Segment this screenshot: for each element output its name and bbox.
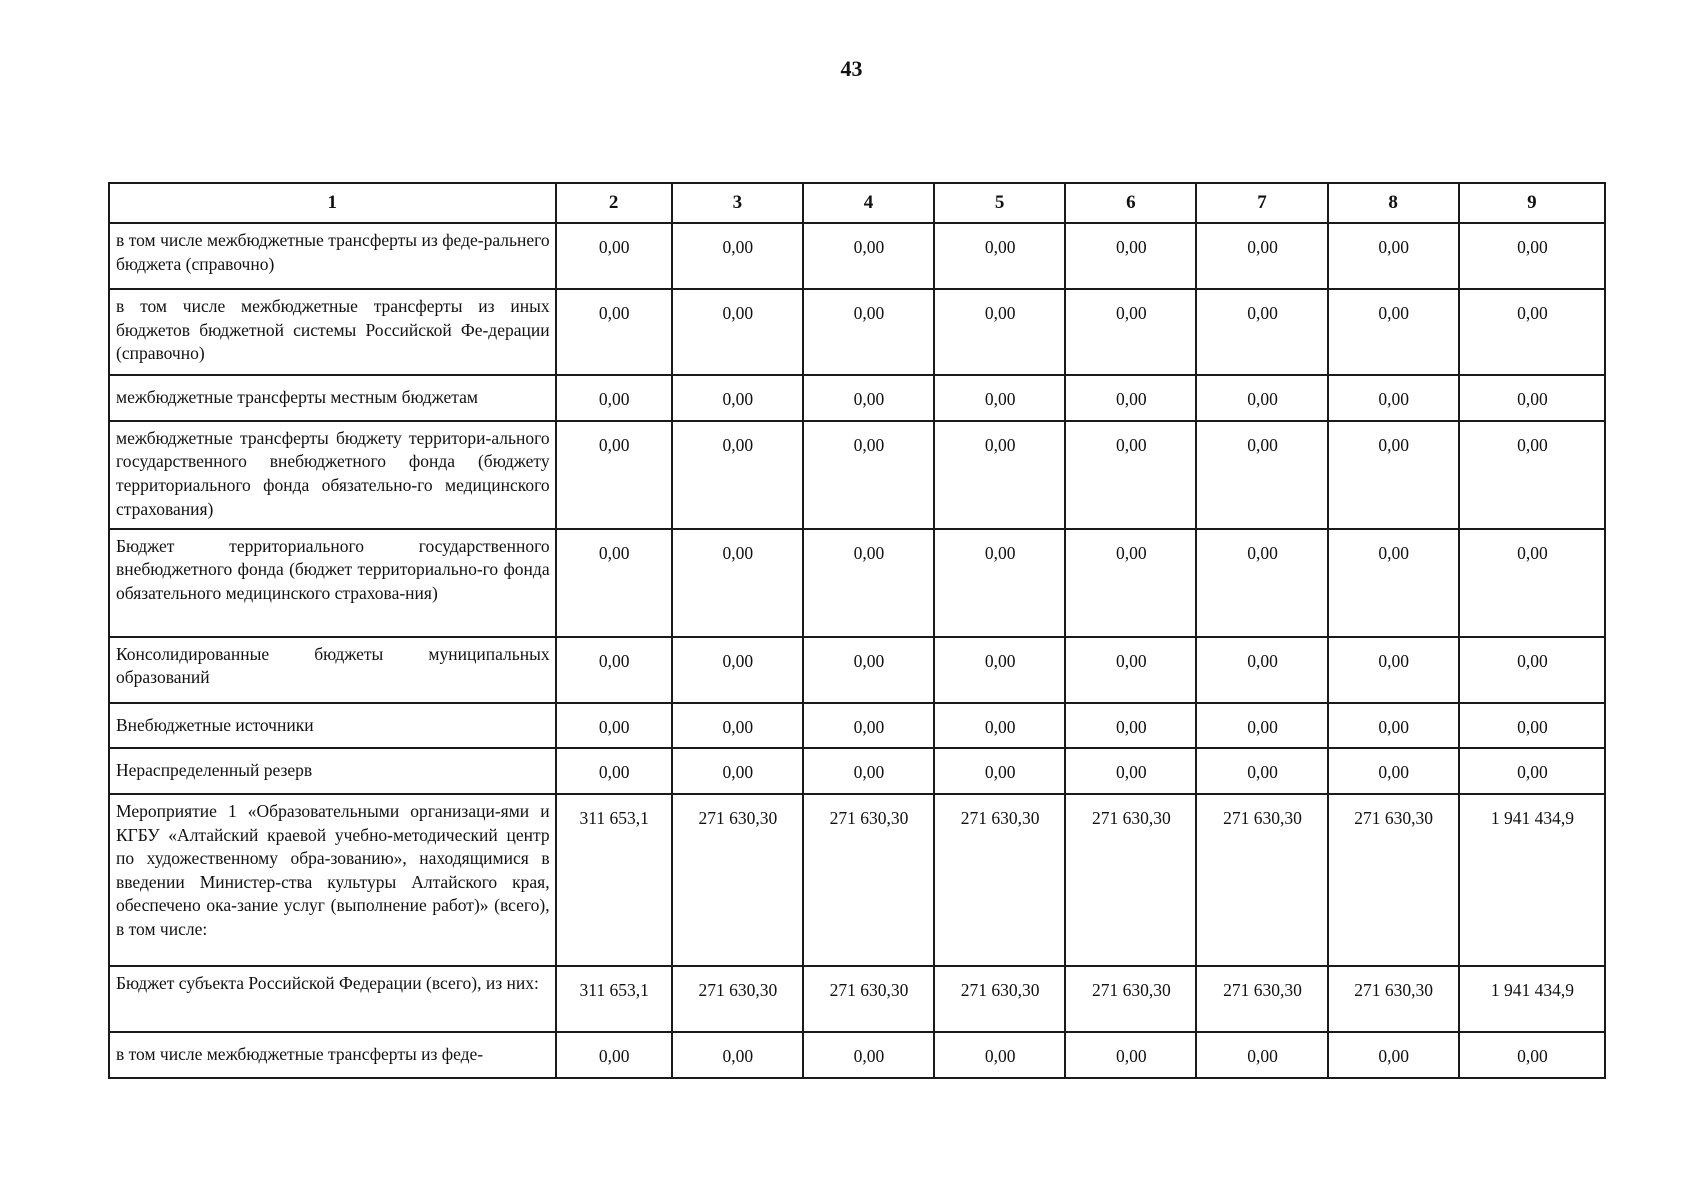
value-cell: 271 630,30	[1065, 966, 1196, 1032]
value-cell: 0,00	[1196, 375, 1327, 421]
row-label: межбюджетные трансферты местным бюджетам	[109, 375, 556, 421]
value-cell: 311 653,1	[556, 966, 672, 1032]
value-cell: 0,00	[934, 1032, 1065, 1078]
column-header: 5	[934, 183, 1065, 223]
column-header: 3	[672, 183, 803, 223]
value-cell: 0,00	[556, 703, 672, 749]
value-cell: 0,00	[1196, 748, 1327, 794]
value-cell: 271 630,30	[1328, 966, 1459, 1032]
value-cell: 0,00	[1328, 529, 1459, 637]
value-cell: 0,00	[672, 1032, 803, 1078]
value-cell: 0,00	[672, 529, 803, 637]
column-header: 8	[1328, 183, 1459, 223]
value-cell: 0,00	[556, 375, 672, 421]
value-cell: 0,00	[556, 421, 672, 529]
value-cell: 0,00	[1196, 289, 1327, 375]
value-cell: 0,00	[672, 289, 803, 375]
value-cell: 0,00	[672, 421, 803, 529]
value-cell: 0,00	[934, 375, 1065, 421]
value-cell: 0,00	[556, 223, 672, 289]
value-cell: 0,00	[672, 748, 803, 794]
value-cell: 0,00	[803, 1032, 934, 1078]
column-header: 4	[803, 183, 934, 223]
table-row	[109, 1032, 1605, 1078]
value-cell: 0,00	[556, 529, 672, 637]
table-row	[109, 794, 1605, 966]
column-header: 6	[1065, 183, 1196, 223]
row-label: в том числе межбюджетные трансферты из феде-	[109, 1032, 556, 1078]
value-cell: 271 630,30	[803, 794, 934, 966]
value-cell: 0,00	[1065, 375, 1196, 421]
row-label: Консолидированные бюджеты муниципальных образований	[109, 637, 556, 703]
table-row	[109, 289, 1605, 375]
column-header: 9	[1459, 183, 1605, 223]
value-cell: 0,00	[556, 1032, 672, 1078]
value-cell: 271 630,30	[1328, 794, 1459, 966]
value-cell: 0,00	[1196, 421, 1327, 529]
table-row	[109, 748, 1605, 794]
column-header: 1	[109, 183, 556, 223]
row-label: Внебюджетные источники	[109, 703, 556, 749]
value-cell: 311 653,1	[556, 794, 672, 966]
row-label: в том числе межбюджетные трансферты из феде-ральнего бюджета (справочно)	[109, 223, 556, 289]
value-cell: 0,00	[1065, 703, 1196, 749]
value-cell: 0,00	[1459, 223, 1605, 289]
value-cell: 0,00	[672, 637, 803, 703]
value-cell: 0,00	[803, 703, 934, 749]
value-cell: 0,00	[934, 289, 1065, 375]
value-cell: 0,00	[1065, 223, 1196, 289]
value-cell: 0,00	[1065, 529, 1196, 637]
value-cell: 0,00	[803, 748, 934, 794]
value-cell: 0,00	[1328, 375, 1459, 421]
value-cell: 0,00	[1459, 375, 1605, 421]
value-cell: 0,00	[1196, 223, 1327, 289]
column-header: 2	[556, 183, 672, 223]
value-cell: 0,00	[1065, 289, 1196, 375]
value-cell: 0,00	[803, 421, 934, 529]
value-cell: 271 630,30	[1196, 966, 1327, 1032]
value-cell: 0,00	[1196, 703, 1327, 749]
row-label: Нераспределенный резерв	[109, 748, 556, 794]
table-row	[109, 529, 1605, 637]
value-cell: 271 630,30	[934, 794, 1065, 966]
value-cell: 0,00	[934, 421, 1065, 529]
value-cell: 271 630,30	[803, 966, 934, 1032]
row-label: Мероприятие 1 «Образовательными организаци-ями и КГБУ «Алтайский краевой учебно-методический центр по художественному обра-зованию», находящимися в введении Министер-ства культуры Алтайского края, обеспечено ока-зание услуг (выполнение работ)» (всего), в том числе:	[109, 794, 556, 966]
value-cell: 0,00	[1459, 637, 1605, 703]
value-cell: 0,00	[1196, 637, 1327, 703]
row-label: в том числе межбюджетные трансферты из иных бюджетов бюджетной системы Российской Фе-дерации (справочно)	[109, 289, 556, 375]
value-cell: 271 630,30	[934, 966, 1065, 1032]
page-number: 43	[840, 56, 863, 81]
value-cell: 0,00	[1196, 1032, 1327, 1078]
value-cell: 0,00	[1459, 1032, 1605, 1078]
value-cell: 0,00	[934, 703, 1065, 749]
table-row	[109, 421, 1605, 529]
value-cell: 0,00	[1065, 421, 1196, 529]
table-row	[109, 223, 1605, 289]
value-cell: 0,00	[934, 529, 1065, 637]
value-cell: 0,00	[556, 748, 672, 794]
column-header: 7	[1196, 183, 1327, 223]
value-cell: 0,00	[556, 637, 672, 703]
value-cell: 0,00	[1459, 289, 1605, 375]
value-cell: 0,00	[803, 375, 934, 421]
value-cell: 0,00	[803, 637, 934, 703]
value-cell: 0,00	[1459, 703, 1605, 749]
value-cell: 0,00	[1328, 421, 1459, 529]
table-row	[109, 637, 1605, 703]
table-row	[109, 703, 1605, 749]
row-label: Бюджет субъекта Российской Федерации (всего), из них:	[109, 966, 556, 1032]
value-cell: 271 630,30	[672, 794, 803, 966]
budget-table	[108, 182, 1606, 1079]
value-cell: 0,00	[672, 223, 803, 289]
value-cell: 0,00	[1065, 748, 1196, 794]
table-row	[109, 966, 1605, 1032]
value-cell: 0,00	[1328, 637, 1459, 703]
table-row	[109, 375, 1605, 421]
header-row	[109, 183, 1605, 223]
value-cell: 0,00	[1328, 289, 1459, 375]
row-label: межбюджетные трансферты бюджету территори-ального государственного внебюджетного фонда (бюджету территориального фонда обязательно-го медицинского страхования)	[109, 421, 556, 529]
value-cell: 0,00	[803, 223, 934, 289]
value-cell: 0,00	[1328, 1032, 1459, 1078]
value-cell: 0,00	[803, 529, 934, 637]
value-cell: 1 941 434,9	[1459, 794, 1605, 966]
value-cell: 0,00	[934, 748, 1065, 794]
value-cell: 1 941 434,9	[1459, 966, 1605, 1032]
value-cell: 0,00	[556, 289, 672, 375]
value-cell: 271 630,30	[1065, 794, 1196, 966]
value-cell: 271 630,30	[1196, 794, 1327, 966]
row-label: Бюджет территориального государственного внебюджетного фонда (бюджет территориально-го фонда обязательного медицинского страхова-ния)	[109, 529, 556, 637]
value-cell: 271 630,30	[672, 966, 803, 1032]
value-cell: 0,00	[1065, 1032, 1196, 1078]
value-cell: 0,00	[1328, 703, 1459, 749]
value-cell: 0,00	[934, 223, 1065, 289]
value-cell: 0,00	[672, 703, 803, 749]
value-cell: 0,00	[1328, 223, 1459, 289]
value-cell: 0,00	[1459, 529, 1605, 637]
value-cell: 0,00	[1196, 529, 1327, 637]
value-cell: 0,00	[803, 289, 934, 375]
value-cell: 0,00	[1459, 421, 1605, 529]
value-cell: 0,00	[1328, 748, 1459, 794]
value-cell: 0,00	[1459, 748, 1605, 794]
value-cell: 0,00	[672, 375, 803, 421]
value-cell: 0,00	[1065, 637, 1196, 703]
value-cell: 0,00	[934, 637, 1065, 703]
